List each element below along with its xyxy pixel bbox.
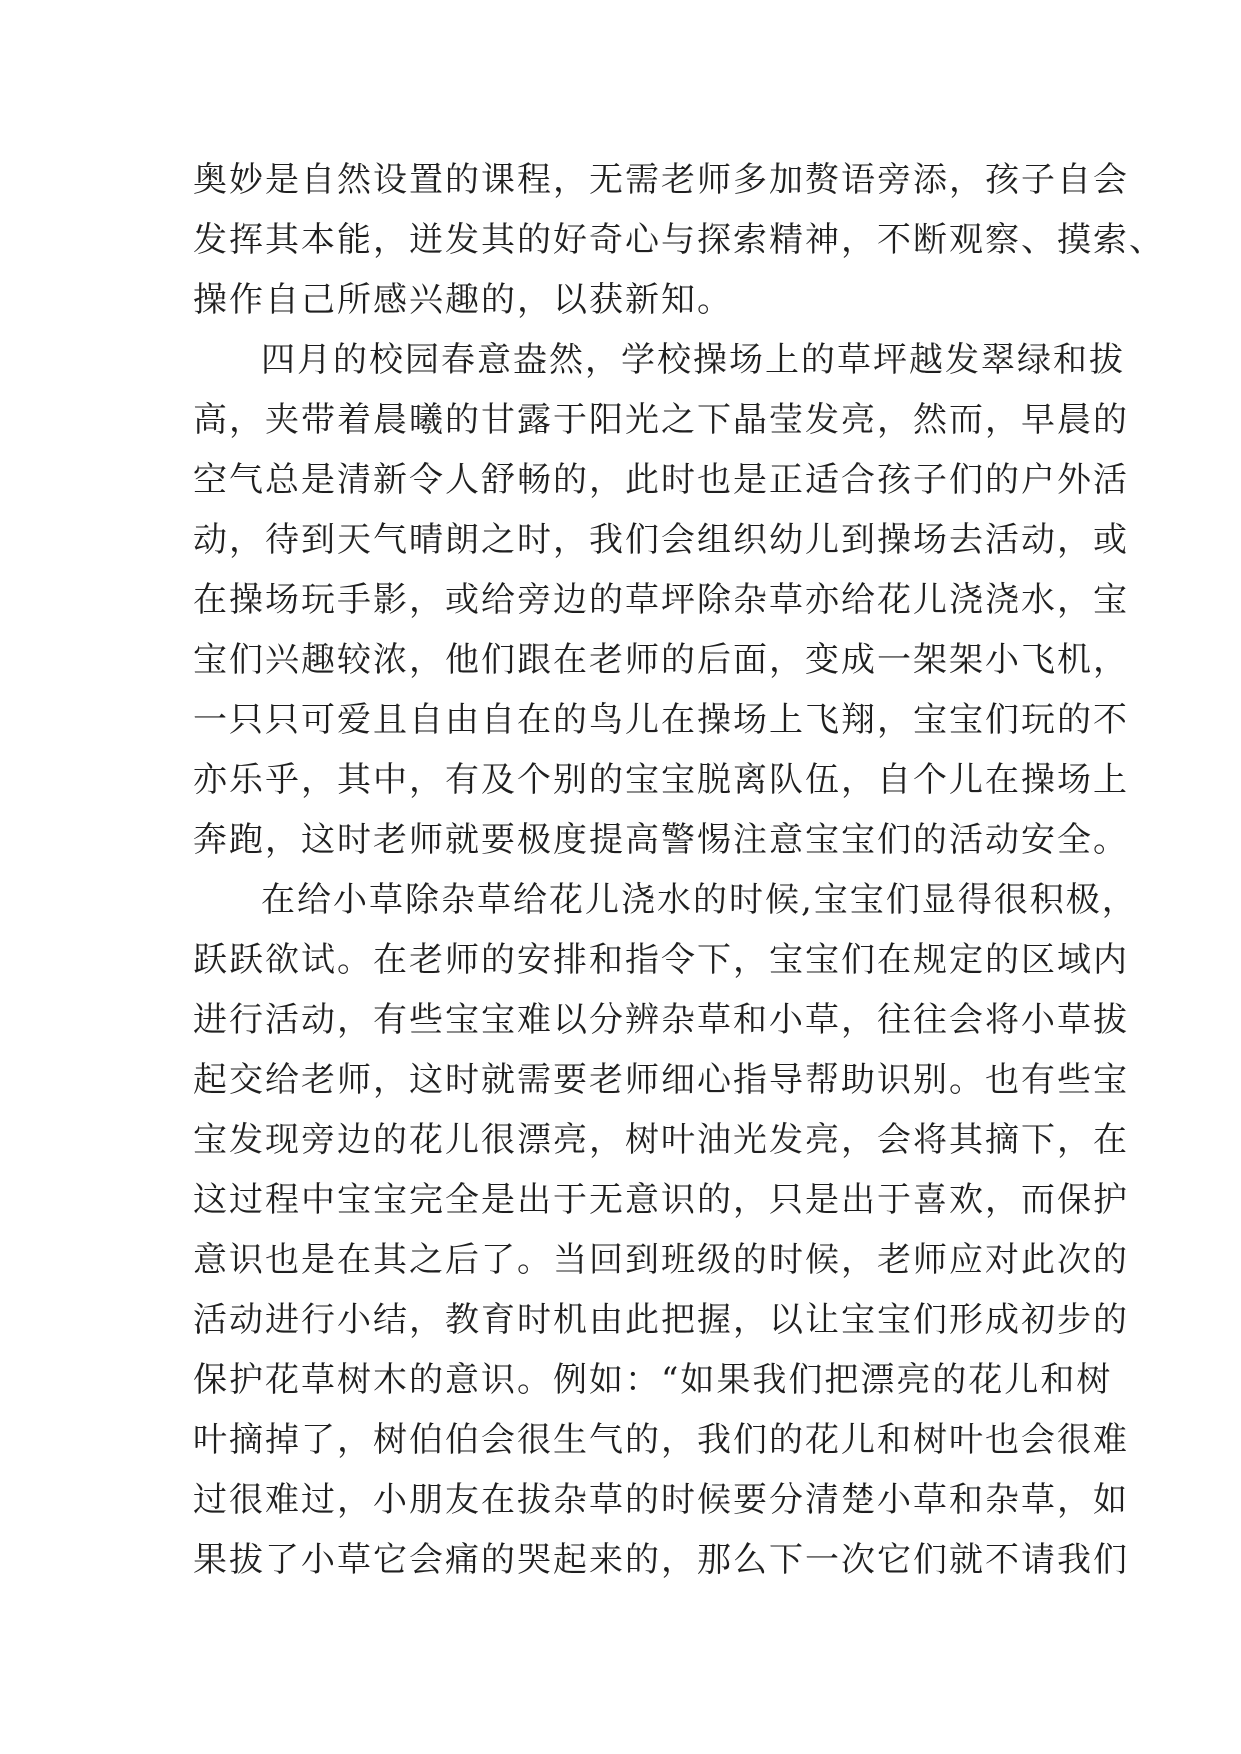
paragraph-2	[193, 330, 1129, 870]
paragraph-1	[193, 150, 1165, 330]
text-line: 在操场玩手影，或给旁边的草坪除杂草亦给花儿浇浇水，宝	[193, 580, 1129, 620]
text-line: 果拔了小草它会痛的哭起来的，那么下一次它们就不请我们	[193, 1540, 1129, 1580]
text-line: 亦乐乎，其中，有及个别的宝宝脱离队伍，自个儿在操场上	[193, 760, 1129, 800]
text-line: 起交给老师，这时就需要老师细心指导帮助识别。也有些宝	[193, 1060, 1129, 1100]
text-line: 奔跑，这时老师就要极度提高警惕注意宝宝们的活动安全。	[193, 820, 1129, 860]
text-line: 进行活动，有些宝宝难以分辨杂草和小草，往往会将小草拔	[193, 1000, 1129, 1040]
body-text	[193, 150, 1165, 1590]
text-line: 宝发现旁边的花儿很漂亮，树叶油光发亮，会将其摘下，在	[193, 1120, 1129, 1160]
text-line: 一只只可爱且自由自在的鸟儿在操场上飞翔，宝宝们玩的不	[193, 700, 1129, 740]
text-line: 叶摘掉了，树伯伯会很生气的，我们的花儿和树叶也会很难	[193, 1420, 1129, 1460]
text-line: 操作自己所感兴趣的，以获新知。	[193, 280, 733, 320]
paragraph-3	[193, 870, 1138, 1590]
text-line: 意识也是在其之后了。当回到班级的时候，老师应对此次的	[193, 1240, 1129, 1280]
text-line: 活动进行小结，教育时机由此把握，以让宝宝们形成初步的	[193, 1300, 1129, 1340]
text-line: 空气总是清新令人舒畅的，此时也是正适合孩子们的户外活	[193, 460, 1129, 500]
text-line: 跃跃欲试。在老师的安排和指令下，宝宝们在规定的区域内	[193, 940, 1129, 980]
text-line: 宝们兴趣较浓，他们跟在老师的后面，变成一架架小飞机，	[193, 640, 1129, 680]
text-line: 发挥其本能，迸发其的好奇心与探索精神，不断观察、摸索、	[193, 220, 1165, 260]
text-line: 高，夹带着晨曦的甘露于阳光之下晶莹发亮，然而，早晨的	[193, 400, 1129, 440]
text-line: 动，待到天气晴朗之时，我们会组织幼儿到操场去活动，或	[193, 520, 1129, 560]
text-line: 这过程中宝宝完全是出于无意识的，只是出于喜欢，而保护	[193, 1180, 1129, 1220]
text-line: 保护花草树木的意识。例如：“如果我们把漂亮的花儿和树	[193, 1360, 1113, 1400]
text-line: 奥妙是自然设置的课程，无需老师多加赘语旁添，孩子自会	[193, 160, 1129, 200]
text-line: 四月的校园春意盎然，学校操场上的草坪越发翠绿和拔	[261, 340, 1125, 380]
text-line: 过很难过，小朋友在拔杂草的时候要分清楚小草和杂草，如	[193, 1480, 1129, 1520]
text-line: 在给小草除杂草给花儿浇水的时候,宝宝们显得很积极，	[261, 880, 1138, 920]
